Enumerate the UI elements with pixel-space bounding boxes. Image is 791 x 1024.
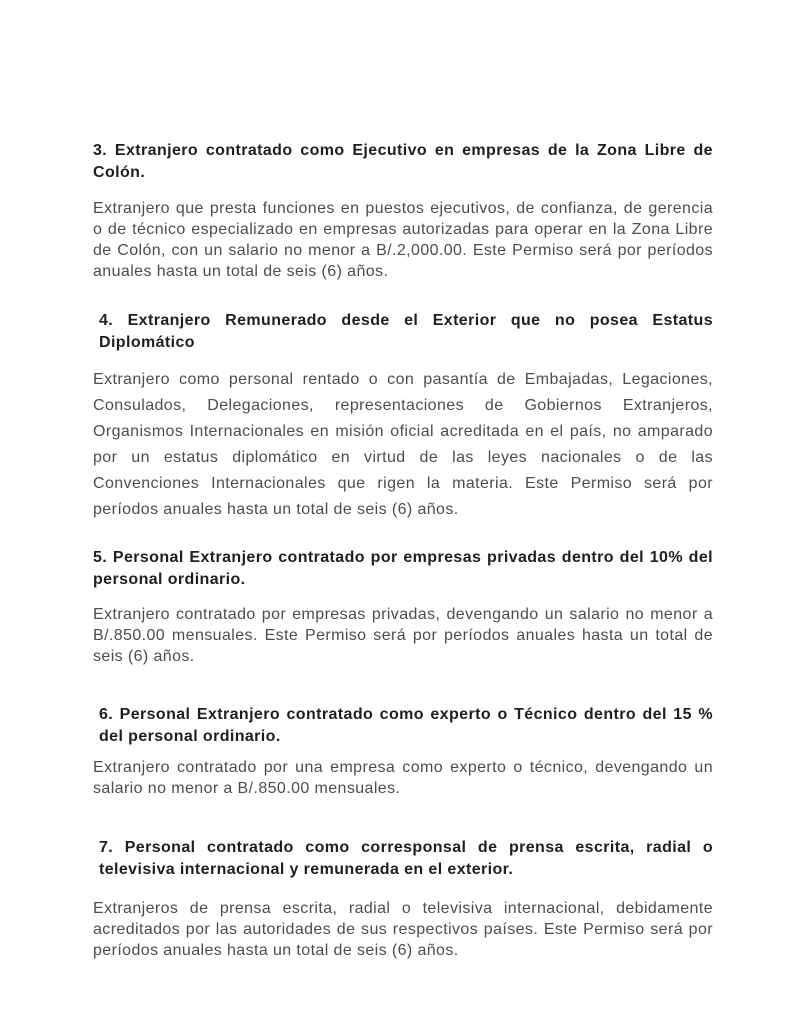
section-body-7: Extranjeros de prensa escrita, radial o televisiva internacional, debidamente acreditados por las autoridades de sus respectivos países. Este Permiso será por períodos anuales hasta un total de seis (6) años. xyxy=(93,900,713,959)
section-body-4: Extranjero como personal rentado o con pasantía de Embajadas, Legaciones, Consulados, Delegaciones, representaciones de Gobiernos Extranjeros, Organismos Internacionales en misión oficial acreditada en el país, no amparado por un estatus diplomático en virtud de las leyes nacionales o de las Convenciones Internacionales que rigen la materia. Este Permiso será por períodos anuales hasta un total de seis (6) años. xyxy=(93,371,713,518)
section-heading-7: 7. Personal contratado como corresponsal de prensa escrita, radial o televisiva internacional y remunerada en el exterior. xyxy=(99,839,713,878)
permit-section-5 xyxy=(93,547,713,667)
document-content xyxy=(93,140,713,961)
section-heading-4: 4. Extranjero Remunerado desde el Exterior que no posea Estatus Diplomático xyxy=(99,312,713,351)
section-heading-3: 3. Extranjero contratado como Ejecutivo en empresas de la Zona Libre de Colón. xyxy=(93,142,713,181)
permit-section-7 xyxy=(93,837,713,961)
section-body-5: Extranjero contratado por empresas privadas, devengando un salario no menor a B/.850.00 mensuales. Este Permiso será por períodos anuales hasta un total de seis (6) años. xyxy=(93,606,713,665)
permit-section-3 xyxy=(93,140,713,282)
section-body-6: Extranjero contratado por una empresa como experto o técnico, devengando un salario no menor a B/.850.00 mensuales. xyxy=(93,759,713,797)
section-body-3: Extranjero que presta funciones en puestos ejecutivos, de confianza, de gerencia o de técnico especializado en empresas autorizadas para operar en la Zona Libre de Colón, con un salario no menor a B/.2,000.00. Este Permiso será por períodos anuales hasta un total de seis (6) años. xyxy=(93,200,713,280)
permit-section-4 xyxy=(93,310,713,523)
permit-section-6 xyxy=(93,704,713,799)
section-heading-5: 5. Personal Extranjero contratado por empresas privadas dentro del 10% del personal ordinario. xyxy=(93,549,713,588)
section-heading-6: 6. Personal Extranjero contratado como experto o Técnico dentro del 15 % del personal ordinario. xyxy=(99,706,713,745)
